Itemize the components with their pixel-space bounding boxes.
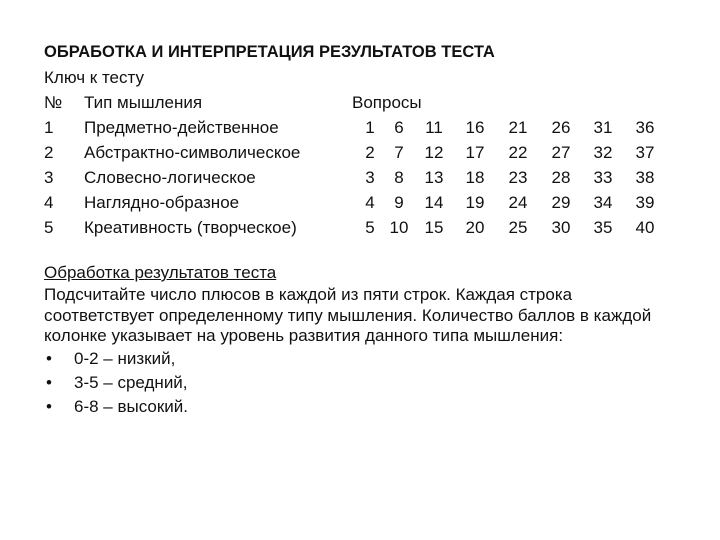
question-number: 36 xyxy=(635,118,655,137)
question-number: 28 xyxy=(551,168,571,187)
row-number: 5 xyxy=(44,218,54,237)
table-row xyxy=(44,190,684,215)
question-number: 4 xyxy=(365,193,375,212)
level-item xyxy=(44,347,684,371)
question-number: 19 xyxy=(465,193,485,212)
question-number: 31 xyxy=(593,118,613,137)
question-number: 18 xyxy=(465,168,485,187)
question-number: 24 xyxy=(508,193,528,212)
levels-list xyxy=(44,347,684,419)
question-number: 34 xyxy=(593,193,613,212)
thinking-type: Наглядно-образное xyxy=(84,193,240,212)
level-text: 6-8 – высокий. xyxy=(74,396,189,416)
question-number: 8 xyxy=(394,168,404,187)
answer-key-table xyxy=(44,90,684,240)
header-type: Тип мышления xyxy=(84,93,203,112)
header-num: № xyxy=(44,93,63,112)
question-number: 14 xyxy=(424,193,444,212)
row-number: 2 xyxy=(44,143,54,162)
question-number: 29 xyxy=(551,193,571,212)
question-number: 17 xyxy=(465,143,485,162)
question-number: 22 xyxy=(508,143,528,162)
question-number: 37 xyxy=(635,143,655,162)
thinking-type: Креативность (творческое) xyxy=(84,218,297,237)
question-number: 25 xyxy=(508,218,528,237)
thinking-type: Абстрактно-символическое xyxy=(84,143,301,162)
question-number: 10 xyxy=(389,218,409,237)
document xyxy=(44,40,684,419)
question-number: 40 xyxy=(635,218,655,237)
question-number: 33 xyxy=(593,168,613,187)
row-number: 4 xyxy=(44,193,54,212)
table-body xyxy=(44,115,684,240)
thinking-type: Предметно-действенное xyxy=(84,118,279,137)
question-number: 12 xyxy=(424,143,444,162)
header-questions: Вопросы xyxy=(352,93,422,112)
question-number: 6 xyxy=(394,118,404,137)
question-number: 5 xyxy=(365,218,375,237)
question-number: 3 xyxy=(365,168,375,187)
question-number: 27 xyxy=(551,143,571,162)
bullet-icon: • xyxy=(46,396,52,416)
question-number: 16 xyxy=(465,118,485,137)
level-item xyxy=(44,371,684,395)
bullet-icon: • xyxy=(46,372,52,392)
question-number: 13 xyxy=(424,168,444,187)
question-number: 21 xyxy=(508,118,528,137)
question-number: 23 xyxy=(508,168,528,187)
question-number: 39 xyxy=(635,193,655,212)
level-item xyxy=(44,395,684,419)
question-number: 32 xyxy=(593,143,613,162)
table-row xyxy=(44,140,684,165)
question-number: 7 xyxy=(394,143,404,162)
question-number: 26 xyxy=(551,118,571,137)
level-text: 0-2 – низкий, xyxy=(74,348,176,368)
document-title: ОБРАБОТКА И ИНТЕРПРЕТАЦИЯ РЕЗУЛЬТАТОВ ТЕСТА xyxy=(44,43,495,61)
question-number: 2 xyxy=(365,143,375,162)
processing-heading: Обработка результатов теста xyxy=(44,263,277,282)
key-heading: Ключ к тесту xyxy=(44,68,144,87)
question-number: 15 xyxy=(424,218,444,237)
question-number: 38 xyxy=(635,168,655,187)
bullet-icon: • xyxy=(46,348,52,368)
question-number: 20 xyxy=(465,218,485,237)
row-number: 3 xyxy=(44,168,54,187)
level-text: 3-5 – средний, xyxy=(74,372,188,392)
question-number: 35 xyxy=(593,218,613,237)
question-number: 11 xyxy=(425,118,443,137)
question-number: 9 xyxy=(394,193,404,212)
row-number: 1 xyxy=(44,118,54,137)
table-header xyxy=(44,90,684,115)
question-number: 30 xyxy=(551,218,571,237)
spacer xyxy=(44,240,684,260)
thinking-type: Словесно-логическое xyxy=(84,168,256,187)
table-row xyxy=(44,215,684,240)
question-number: 1 xyxy=(365,118,375,137)
table-row xyxy=(44,165,684,190)
table-row xyxy=(44,115,684,140)
processing-text: Подсчитайте число плюсов в каждой из пяти строк. Каждая строка соответствует определенному типу мышления. Количество баллов в каждой колонке указывает на уровень развития данного типа мышления: xyxy=(44,285,652,345)
